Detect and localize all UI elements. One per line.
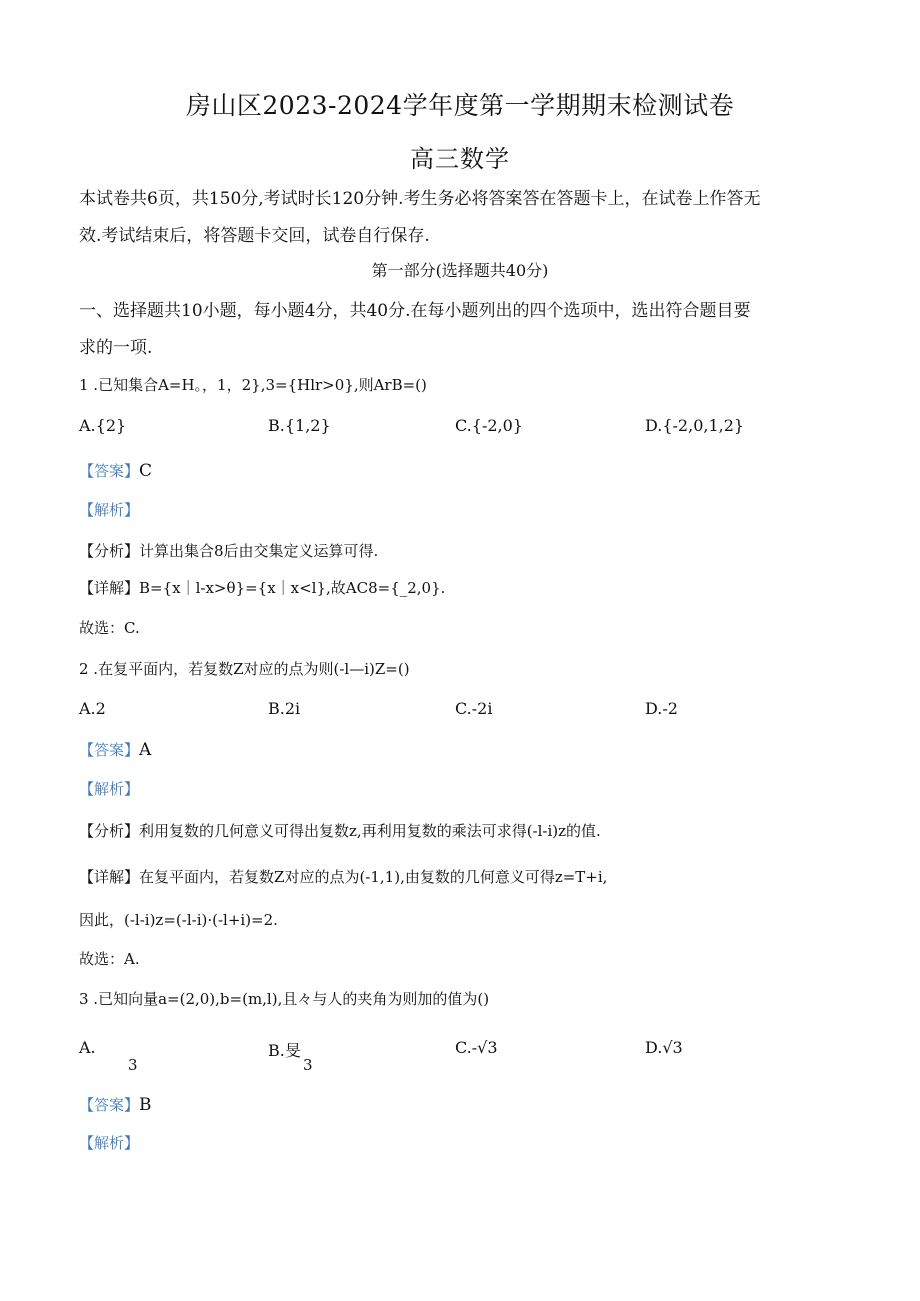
- question-2-xiangjie-row: [79, 866, 607, 887]
- analysis-tag: 【解析】: [79, 780, 140, 798]
- answer-value: B: [139, 1095, 152, 1115]
- question-1-option-a: A.{2}: [79, 416, 127, 435]
- question-2-choice: 故选：A.: [79, 950, 140, 968]
- instructions-line-2: 效.考试结束后，将答题卡交回，试卷自行保存.: [79, 226, 430, 246]
- question-2-stem: 2 .在复平面内，若复数Z对应的点为则(-l—i)Z=(): [79, 660, 410, 678]
- question-3-answer-row: [79, 1094, 152, 1115]
- answer-value: C: [139, 461, 153, 481]
- question-1-option-c: C.{-2,0}: [455, 416, 523, 435]
- question-1-xiangjie-row: [79, 577, 445, 598]
- answer-tag: 【答案】: [79, 741, 140, 759]
- xiangjie-text: 在复平面内，若复数Z对应的点为(-1,1),由复数的几何意义可得z=T+i,: [139, 868, 608, 886]
- question-1-analysis-tag-row: [79, 499, 139, 520]
- question-3-option-a-denominator: 3: [128, 1056, 138, 1074]
- question-3-option-b-denominator: 3: [303, 1056, 313, 1074]
- exam-title: 房山区2023-2024学年度第一学期期末检测试卷: [185, 91, 735, 120]
- question-1-answer-row: [79, 460, 152, 481]
- question-2-fenxi-row: [79, 820, 601, 841]
- fenxi-text: 计算出集合8后由交集定义运算可得.: [139, 542, 379, 560]
- part-heading: 第一部分(选择题共40分): [371, 261, 549, 280]
- question-1-fenxi-row: [79, 540, 378, 561]
- question-3-option-a: A.: [79, 1038, 96, 1057]
- question-2-option-a: A.2: [79, 699, 106, 718]
- question-3-option-b: B.旻: [268, 1041, 301, 1060]
- fenxi-tag: 【分析】: [79, 822, 140, 840]
- question-3-stem: 3 .已知向量a=(2,0),b=(m,l),且々与人的夹角为则加的值为(): [79, 990, 490, 1008]
- question-2-xiangjie-line-2: 因此，(-l-i)z=(-l-i)·(-l+i)=2.: [79, 911, 278, 929]
- question-2-option-d: D.-2: [645, 699, 678, 718]
- question-1-stem: 1 .已知集合A=H。，1，2},3={Hlr>0},则ArB=(): [79, 376, 427, 394]
- answer-tag: 【答案】: [79, 1096, 140, 1114]
- answer-tag: 【答案】: [79, 462, 140, 480]
- fenxi-tag: 【分析】: [79, 542, 140, 560]
- question-3-option-c: C.-√3: [455, 1038, 498, 1057]
- question-2-option-b: B.2i: [268, 699, 301, 718]
- question-2-answer-row: [79, 739, 151, 760]
- analysis-tag: 【解析】: [79, 1134, 140, 1152]
- question-1-choice: 故选：C.: [79, 619, 140, 637]
- analysis-tag: 【解析】: [79, 501, 140, 519]
- part-intro-line-2: 求的一项.: [79, 338, 153, 358]
- part-intro-line-1: 一、选择题共10小题，每小题4分，共40分.在每小题列出的四个选项中，选出符合题目要: [79, 301, 751, 321]
- question-3-analysis-tag-row: [79, 1132, 139, 1153]
- question-1-option-d: D.{-2,0,1,2}: [645, 416, 745, 435]
- xiangjie-text: B={x｜l-x>θ}={x｜x<l},故AC8={_2,0}.: [139, 579, 446, 597]
- exam-subtitle: 高三数学: [410, 145, 510, 173]
- question-3-option-d: D.√3: [645, 1038, 683, 1057]
- question-2-analysis-tag-row: [79, 778, 139, 799]
- instructions-line-1: 本试卷共6页，共150分,考试时长120分钟.考生务必将答案答在答题卡上，在试卷上作答无: [79, 189, 761, 209]
- xiangjie-tag: 【详解】: [79, 868, 140, 886]
- answer-value: A: [139, 740, 152, 760]
- xiangjie-tag: 【详解】: [79, 579, 140, 597]
- question-2-option-c: C.-2i: [455, 699, 493, 718]
- question-1-option-b: B.{1,2}: [268, 416, 331, 435]
- fenxi-text: 利用复数的几何意义可得出复数z,再利用复数的乘法可求得(-l-i)z的值.: [139, 822, 601, 840]
